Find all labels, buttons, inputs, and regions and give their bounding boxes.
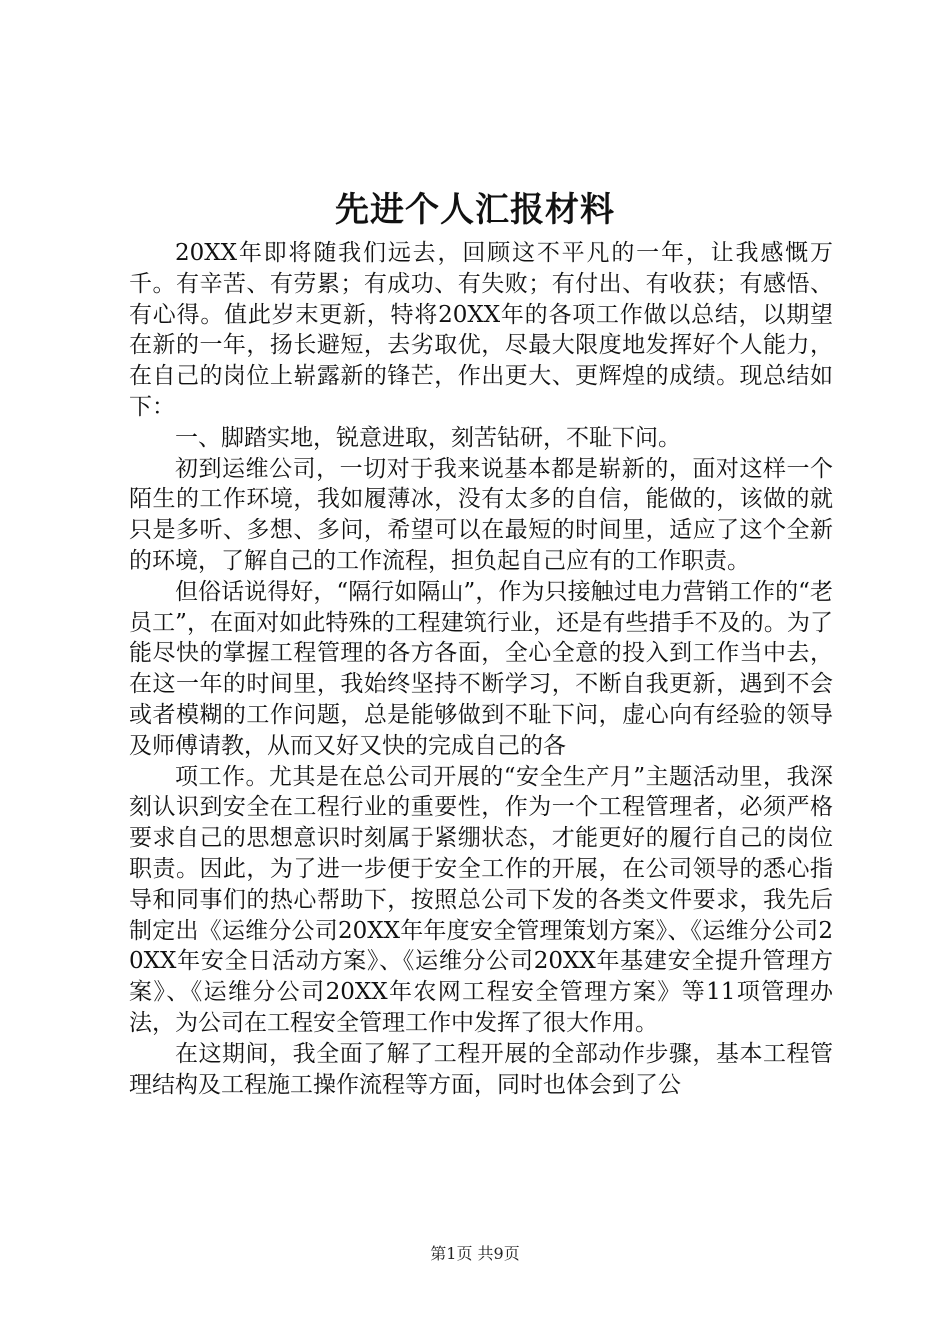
paragraph-process: 在这期间，我全面了解了工程开展的全部动作步骤，基本工程管理结构及工程施工操作流程等方面，同时也体会到了公 bbox=[129, 1040, 833, 1098]
document-title: 先进个人汇报材料 bbox=[335, 190, 615, 230]
section-heading-1: 一、脚踏实地，锐意进取，刻苦钻研，不耻下问。 bbox=[175, 424, 681, 451]
page-number-footer: 第1页 共9页 bbox=[430, 1244, 520, 1263]
paragraph-learning: 但俗话说得好，“隔行如隔山”，作为只接触过电力营销工作的“老员工”，在面对如此特殊的工程建筑行业，还是有些措手不及的。为了能尽快的掌握工程管理的各方各面，全心全意的投入到工作当中去，在这一年的时间里，我始终坚持不断学习，不断自我更新，遇到不会或者模糊的工作问题，总是能够做到不耻下问，虚心向有经验的领导及师傅请教，从而又好又快的完成自己的各 bbox=[129, 578, 833, 759]
document-body bbox=[129, 238, 833, 1100]
paragraph-intro: 20XX年即将随我们远去，回顾这不平凡的一年，让我感慨万千。有辛苦、有劳累；有成功、有失败；有付出、有收获；有感悟、有心得。值此岁末更新，特将20XX年的各项工作做以总结，以期望在新的一年，扬长避短，去劣取优，尽最大限度地发挥好个人能力，在自己的岗位上崭露新的锋芒，作出更大、更辉煌的成绩。现总结如下： bbox=[129, 240, 833, 420]
paragraph-arrival: 初到运维公司，一切对于我来说基本都是崭新的，面对这样一个陌生的工作环境，我如履薄冰，没有太多的自信，能做的，该做的就只是多听、多想、多问，希望可以在最短的时间里，适应了这个全新的环境，了解自己的工作流程，担负起自己应有的工作职责。 bbox=[129, 455, 833, 574]
paragraph-safety: 项工作。尤其是在总公司开展的“安全生产月”主题活动里，我深刻认识到安全在工程行业的重要性，作为一个工程管理者，必须严格要求自己的思想意识时刻属于紧绷状态，才能更好的履行自己的岗位职责。因此，为了进一步便于安全工作的开展，在公司领导的悉心指导和同事们的热心帮助下，按照总公司下发的各类文件要求，我先后制定出《运维分公司20XX年年度安全管理策划方案》、《运维分公司20XX年安全日活动方案》、《运维分公司20XX年基建安全提升管理方案》、《运维分公司20XX年农网工程安全管理方案》等11项管理办法，为公司在工程安全管理工作中发挥了很大作用。 bbox=[129, 763, 833, 1036]
